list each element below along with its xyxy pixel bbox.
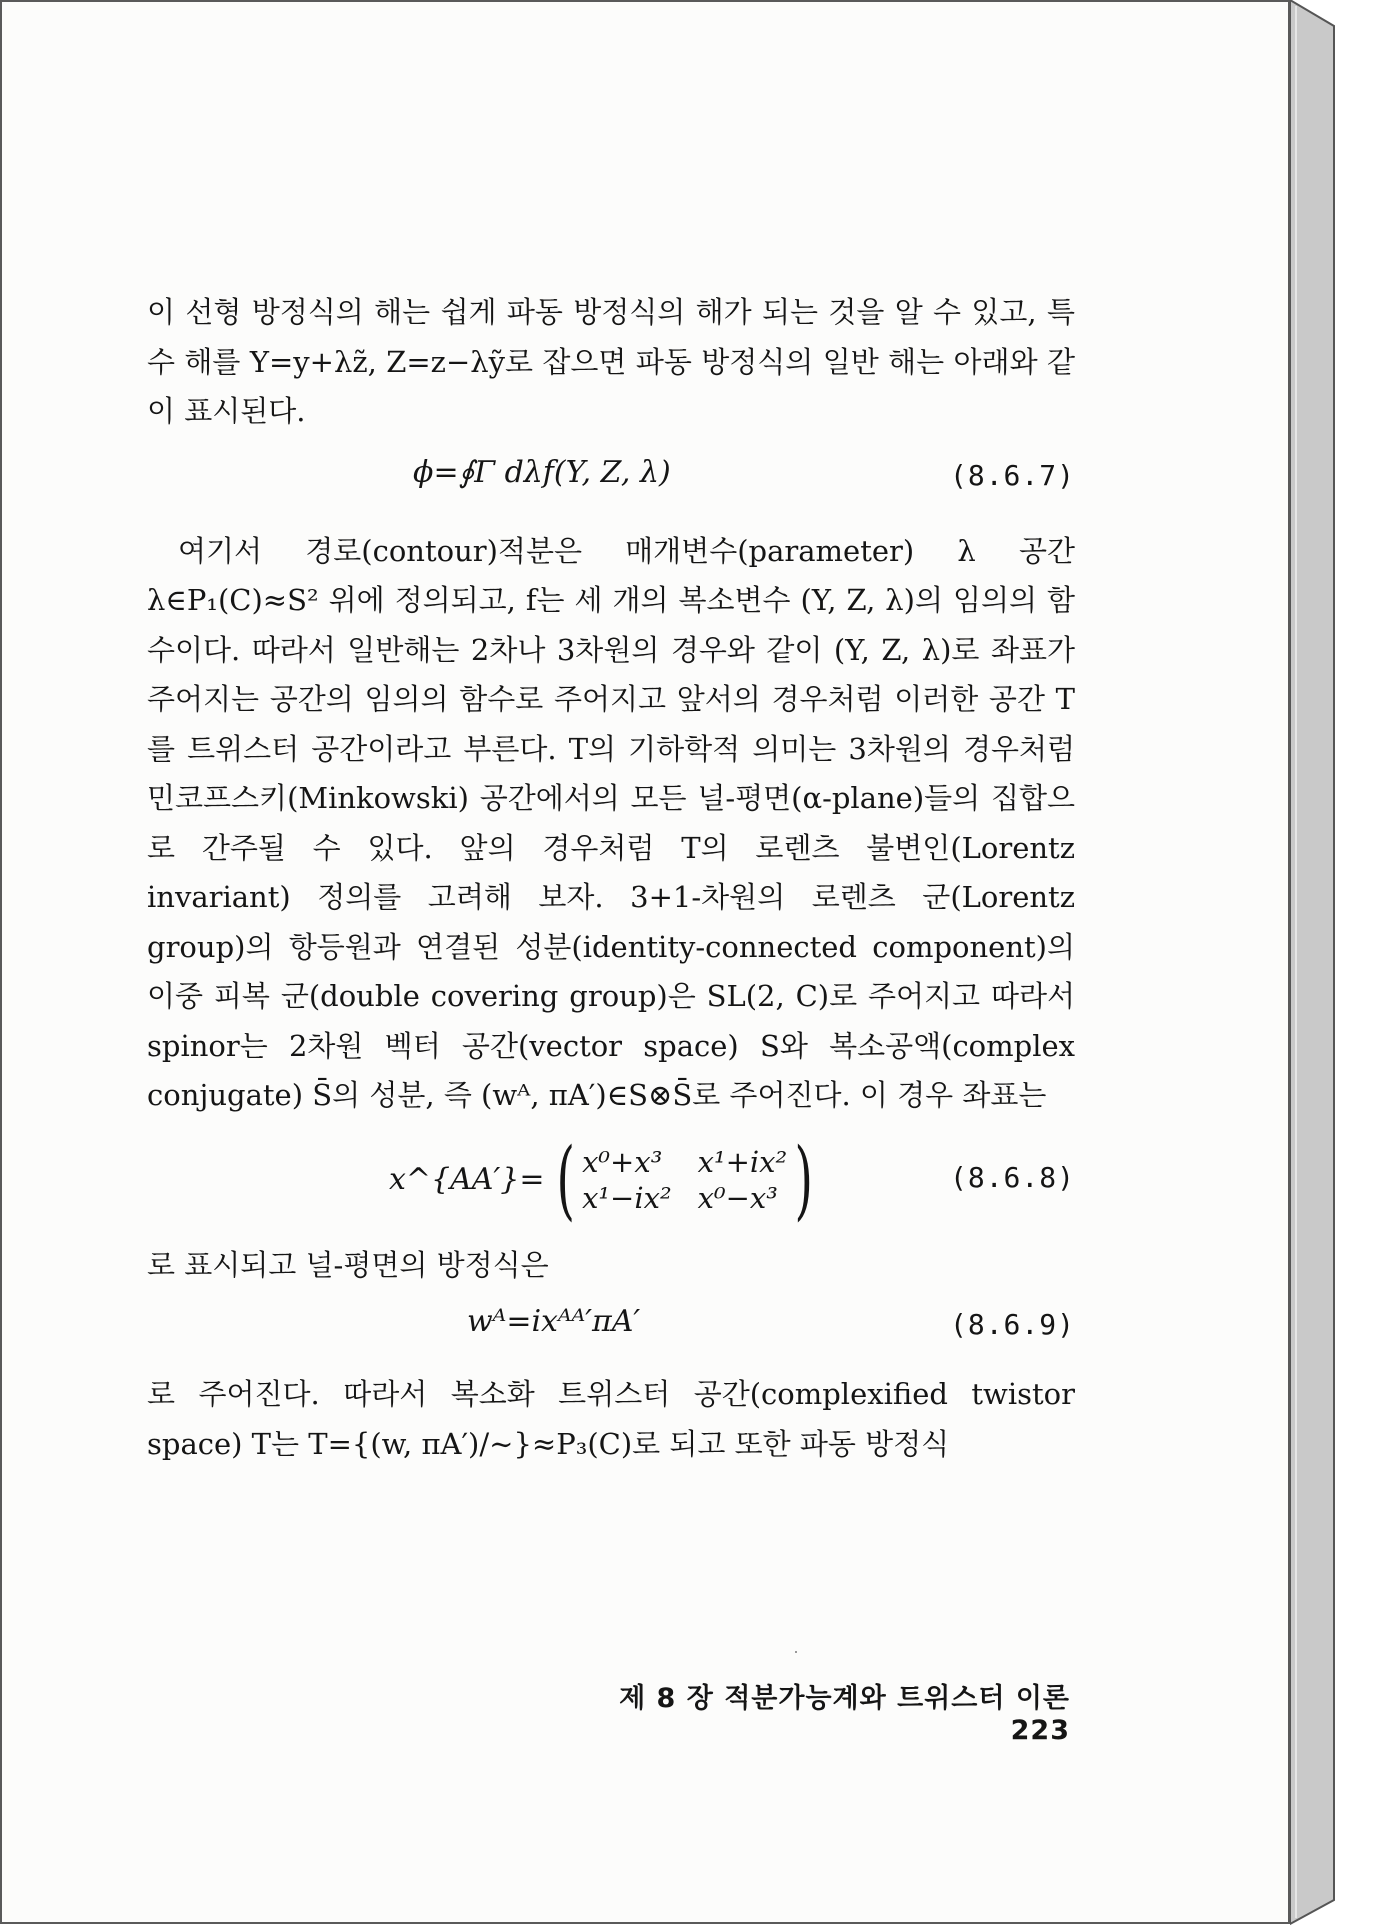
- matrix-grid: [582, 1145, 787, 1215]
- page-content: [147, 288, 1075, 1469]
- equation-body: ϕ=∮Γ dλf(Y, Z, λ): [413, 454, 671, 490]
- right-paren: ): [794, 1129, 814, 1230]
- matrix-cell: x¹−ix²: [582, 1180, 672, 1215]
- equation-8-6-8: [147, 1121, 1075, 1241]
- paragraph-4: 로 주어진다. 따라서 복소화 트위스터 공간(complexified twistor space) T는 T={(w, πA′)/∼}≈P₃(C)로 되고 또한 파동 방정식: [147, 1377, 1075, 1461]
- paragraph-1: 이 선형 방정식의 해는 쉽게 파동 방정식의 해가 되는 것을 알 수 있고, 특수 해를 Y=y+λz̃, Z=z−λỹ로 잡으면 파동 방정식의 일반 해는 아래와 같이 표시된다.: [147, 295, 1075, 428]
- matrix-cell: x⁰+x³: [582, 1144, 663, 1179]
- equation-8-6-9: [147, 1290, 1075, 1370]
- matrix-equation: [389, 1129, 821, 1230]
- paragraph-2: 여기서 경로(contour)적분은 매개변수(parameter) λ 공간 λ∈P₁(C)≈S² 위에 정의되고, f는 세 개의 복소변수 (Y, Z, λ)의 임의의 함수이다. 따라서 일반해는 2차나 3차원의 경우와 같이 (Y, Z, λ)로 좌표가 주어지는 공간의 임의의 함수로 주어지고 앞서의 경우처럼 이러한 공간 T를 트위스터 공간이라고 부른다. T의 기하학적 의미는 3차원의 경우처럼 민코프스키(Minkowski) 공간에서의 모든 널-평면(α-plane)들의 집합으로 간주될 수 있다. 앞의 경우처럼 T의 로렌츠 불변인(Lorentz invariant) 정의를 고려해 보자. 3+1-차원의 로렌츠 군(Lorentz group)의 항등원과 연결된 성분(identity-connected component)의 이중 피복 군(double covering group)은 SL(2, C)로 주어지고 따라서 spinor는 2차원 벡터 공간(vector space) S와 복소공액(complex conjugate) S̄의 성분, 즉 (wᴬ, πA′)∈S⊗S̄로 주어진다. 이 경우 좌표는: [147, 533, 1075, 1112]
- matrix-cell: x¹+ix²: [697, 1144, 788, 1179]
- equation-8-6-7: [147, 437, 1075, 527]
- equation-body: wᴬ=ixᴬᴬ′πA′: [467, 1304, 641, 1339]
- left-paren: (: [556, 1129, 575, 1230]
- equation-number: (8.6.9): [949, 1308, 1075, 1341]
- equation-number: (8.6.8): [949, 1160, 1075, 1194]
- scan-speck: [795, 1651, 797, 1653]
- equation-number: (8.6.7): [949, 458, 1075, 492]
- page-thickness-edge: [1290, 0, 1338, 1924]
- matrix-cell: x⁰−x³: [697, 1180, 778, 1215]
- running-footer: 제 8 장 적분가능계와 트위스터 이론 223: [619, 1683, 1070, 1746]
- matrix-lhs: x^{AA′}=: [389, 1162, 545, 1197]
- paragraph-3: 로 표시되고 널-평면의 방정식은: [147, 1247, 549, 1282]
